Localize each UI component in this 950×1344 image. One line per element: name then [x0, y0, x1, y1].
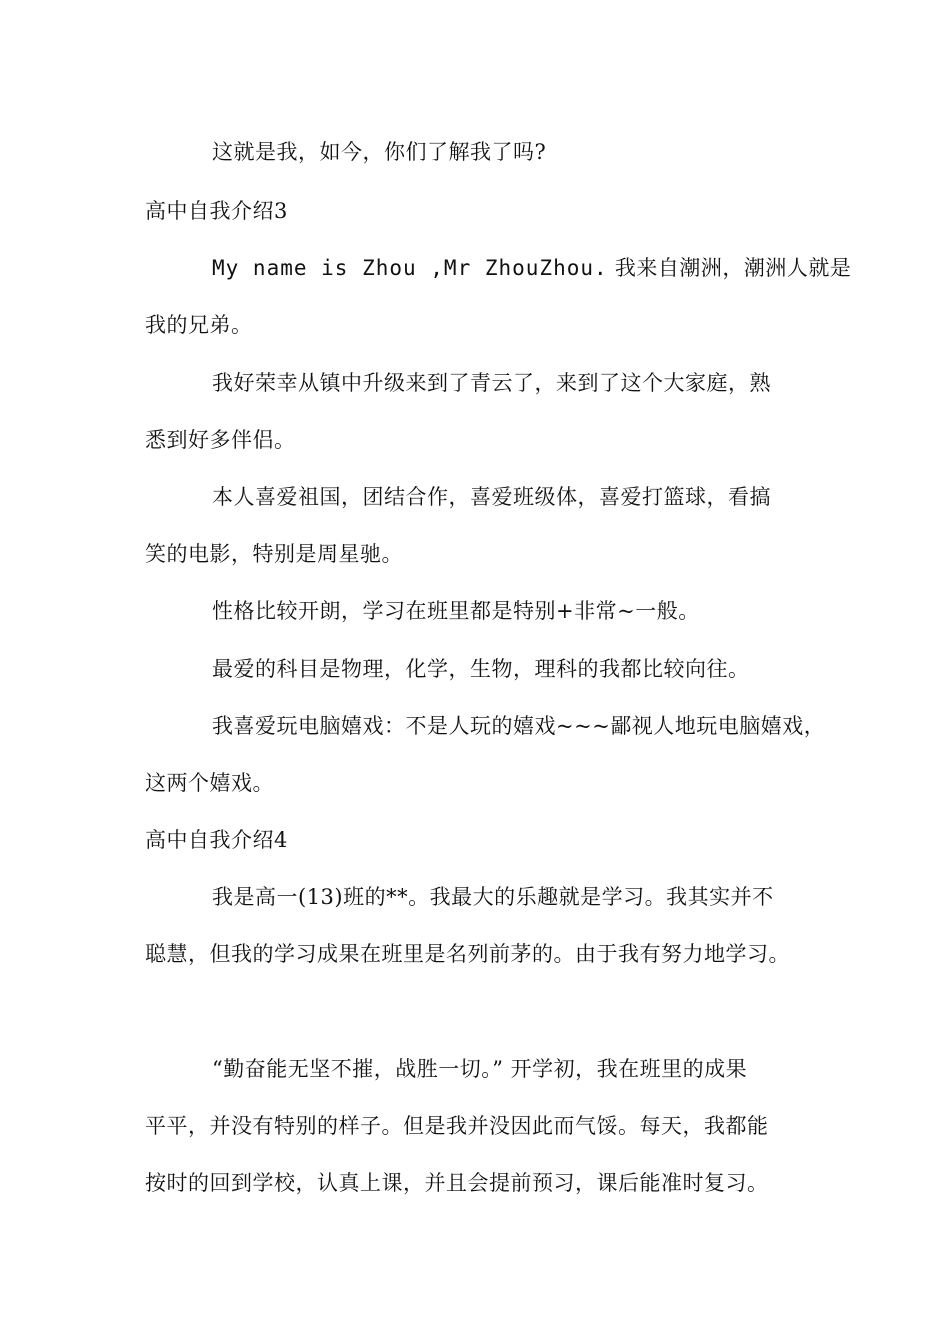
- paragraph-line: 这就是我，如今，你们了解我了吗?: [212, 140, 547, 164]
- section-heading: 高中自我介绍3: [145, 199, 288, 223]
- section-heading: 高中自我介绍4: [145, 828, 288, 852]
- paragraph-line: 我好荣幸从镇中升级来到了青云了，来到了这个大家庭，熟: [212, 371, 771, 395]
- paragraph-line: 聪慧，但我的学习成果在班里是名列前茅的。由于我有努力地学习。: [145, 942, 790, 966]
- paragraph-line: 本人喜爱祖国，团结合作，喜爱班级体，喜爱打篮球，看搞: [212, 485, 771, 509]
- paragraph-line: 悉到好多伴侣。: [145, 428, 296, 452]
- paragraph-line: 笑的电影，特别是周星驰。: [145, 542, 403, 566]
- paragraph-line: 按时的回到学校，认真上课，并且会提前预习，课后能准时复习。: [145, 1171, 769, 1195]
- paragraph-line: 性格比较开朗，学习在班里都是特别+非常~一般。: [212, 599, 700, 623]
- paragraph-line: 这两个嬉戏。: [145, 771, 274, 795]
- paragraph-line: 平平，并没有特别的样子。但是我并没因此而气馁。每天，我都能: [145, 1114, 769, 1138]
- chinese-text: 我来自潮洲，潮洲人就是: [607, 256, 852, 280]
- paragraph-line: “勤奋能无坚不摧，战胜一切。” 开学初，我在班里的成果: [212, 1057, 748, 1081]
- paragraph-line: 我喜爱玩电脑嬉戏：不是人玩的嬉戏~~~鄙视人地玩电脑嬉戏，: [212, 714, 826, 738]
- paragraph-line: 最爱的科目是物理，化学，生物，理科的我都比较向往。: [212, 657, 750, 681]
- paragraph-line: [212, 254, 851, 282]
- paragraph-line: 我的兄弟。: [145, 313, 253, 337]
- english-text: My name is Zhou ,Mr ZhouZhou.: [212, 256, 608, 280]
- paragraph-line: 我是高一(13)班的**。我最大的乐趣就是学习。我其实并不: [212, 885, 774, 909]
